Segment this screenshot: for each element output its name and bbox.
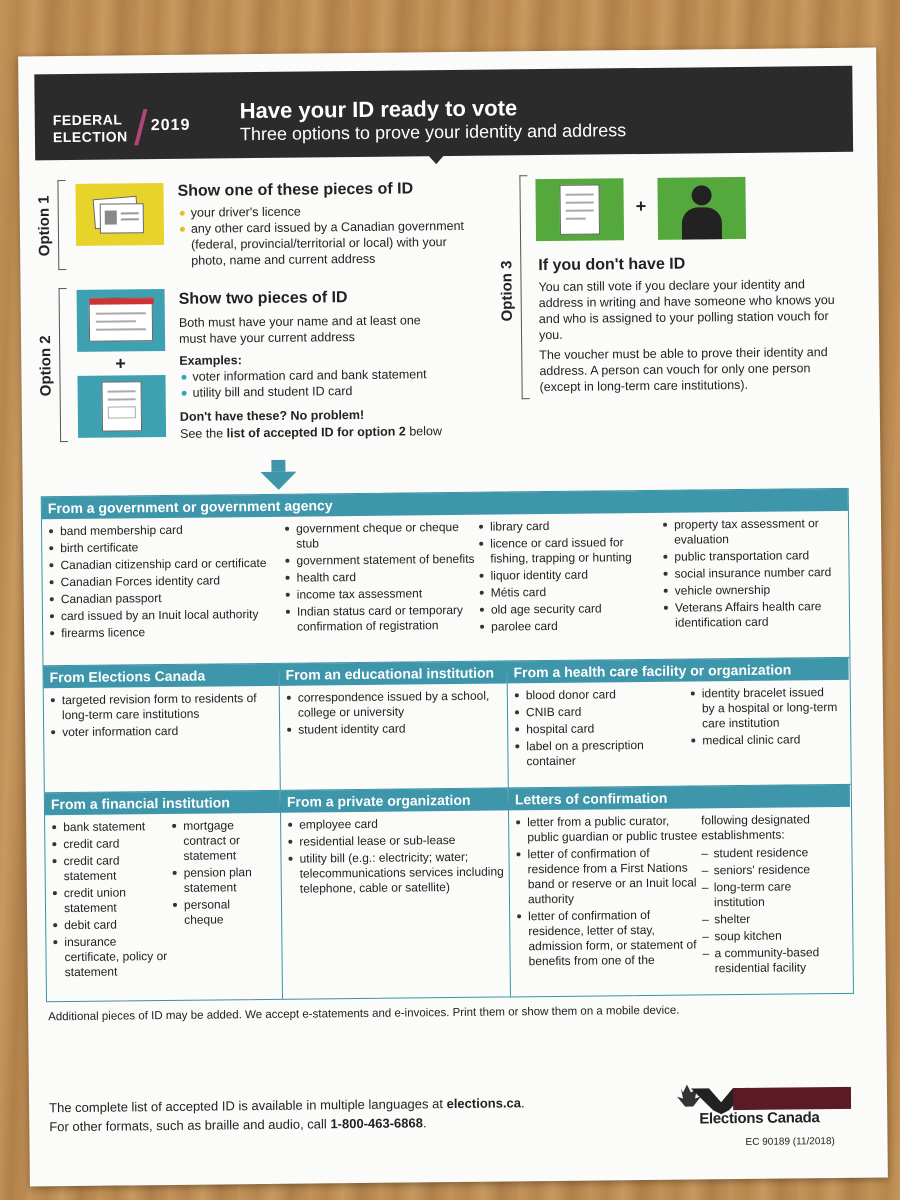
list-item: vehicle ownership — [663, 582, 843, 599]
list-item: social insurance number card — [662, 565, 842, 582]
list-item: health card — [285, 569, 479, 586]
list-item: your driver's licence — [178, 202, 478, 221]
list-item: letter of confirmation of residence from a First Nations band or reserve or an Inuit local authority — [515, 845, 702, 907]
list-item: Canadian Forces identity card — [49, 573, 285, 590]
elections-canada-section — [43, 664, 280, 792]
option1-label: Option 1 — [35, 195, 54, 257]
no-problem-text: Don't have these? No problem! — [179, 407, 365, 424]
list-item: Canadian citizenship card or certificate — [48, 556, 284, 573]
section-heading: From an educational institution — [279, 661, 506, 685]
phone-number[interactable]: 1-800-463-6868 — [330, 1115, 423, 1132]
list-item: employee card — [287, 815, 504, 832]
educational-section — [279, 661, 508, 789]
section-heading: From Elections Canada — [43, 664, 278, 688]
list-item: CNIB card — [514, 704, 690, 721]
list-item: utility bill and student ID card — [180, 382, 470, 401]
section-heading: From a private organization — [281, 788, 508, 812]
examples-label: Examples: — [179, 353, 242, 368]
list-item: label on a prescription container — [514, 738, 690, 770]
list-item: identity bracelet issued by a hospital or long-term care institution — [690, 685, 840, 732]
list-item: utility bill (e.g.: electricity; water; telecommunications services including telephone, cable or satellite) — [287, 849, 504, 896]
list-item: card issued by an Inuit local authority — [49, 607, 285, 624]
list-item: insurance certificate, policy or statement — [52, 934, 172, 980]
list-item: – long-term care institution — [702, 879, 842, 910]
list-item: income tax assessment — [285, 586, 479, 603]
health-care-section — [507, 658, 849, 788]
list-item: bank statement — [51, 819, 171, 835]
option3-paragraph-1: You can still vote if you declare your identity and address in writing and have someone who knows you and who is assigned to your polling station vouch for you. — [538, 277, 835, 343]
list-item: credit card — [51, 836, 171, 852]
list-item: credit card statement — [51, 853, 171, 884]
section-heading: From a health care facility or organization — [507, 658, 848, 684]
header-divider — [134, 109, 147, 145]
header-banner — [34, 66, 853, 161]
additional-id-note: Additional pieces of ID may be added. We accept e-statements and e-invoices. Print them or show them on a mobile device. — [48, 1004, 680, 1024]
list-item: Métis card — [479, 584, 663, 601]
section-heading: From a financial institution — [45, 791, 280, 815]
election-year: 2019 — [150, 116, 191, 135]
list-item: Canadian passport — [49, 590, 285, 607]
plus-sign: + — [635, 195, 647, 217]
list-item: letter from a public curator, public guardian or public trustee — [515, 813, 701, 845]
list-item: licence or card issued for fishing, trapping or hunting — [478, 535, 662, 567]
option3-title: If you don't have ID — [538, 255, 686, 275]
federal-election-label: FEDERAL ELECTION — [52, 111, 128, 146]
page-subtitle: Three options to prove your identity and address — [239, 120, 627, 145]
option2-examples — [179, 366, 469, 401]
letters-section — [509, 785, 852, 997]
list-item: student identity card — [286, 720, 503, 737]
establishments-intro: following designated establishments: — [701, 812, 810, 843]
list-item: parolee card — [479, 618, 663, 635]
list-item: Indian status card or temporary confirmation of registration — [285, 603, 479, 635]
list-item: government statement of benefits — [284, 552, 478, 569]
statement-illustration — [77, 289, 166, 352]
list-item: government cheque or cheque stub — [284, 520, 478, 552]
bill-illustration — [77, 375, 166, 438]
list-item: birth certificate — [48, 539, 284, 556]
private-organization-section — [281, 788, 511, 998]
website-link[interactable]: elections.ca — [446, 1095, 522, 1112]
elections-canada-logo — [661, 1081, 851, 1131]
list-item: band membership card — [48, 522, 284, 539]
option2-intro: Both must have your name and at least one must have your current address — [178, 313, 421, 346]
accepted-id-table — [41, 488, 854, 1002]
option1-bracket — [57, 180, 66, 270]
list-item: – shelter — [702, 911, 842, 927]
list-item: blood donor card — [514, 687, 690, 704]
option1-title: Show one of these pieces of ID — [177, 180, 414, 200]
id-flyer-document — [18, 48, 888, 1187]
list-item: voter information card — [50, 723, 275, 740]
list-item: old age security card — [479, 601, 663, 618]
list-item: targeted revision form to residents of long-term care institutions — [50, 691, 275, 723]
declaration-form-illustration — [535, 178, 624, 241]
option2-title: Show two pieces of ID — [178, 289, 348, 308]
list-item: public transportation card — [662, 548, 842, 565]
option3-paragraph-2: The voucher must be able to prove their identity and address. A person can vouch for only one person (except in long-term care institutions). — [539, 345, 828, 395]
list-item: letter of confirmation of residence, letter of stay, admission form, or statement of benefits from one of the — [516, 907, 703, 969]
financial-section — [45, 791, 283, 1001]
list-item: property tax assessment or evaluation — [662, 516, 842, 548]
list-item: any other card issued by a Canadian government (federal, provincial/territorial or local) with your photo, name and current address — [178, 218, 478, 269]
list-item: hospital card — [514, 721, 690, 738]
list-item: medical clinic card — [690, 732, 840, 749]
list-item: – seniors' residence — [702, 862, 842, 878]
list-item: liquor identity card — [478, 567, 662, 584]
logo-text: Elections Canada — [699, 1109, 820, 1128]
list-item: Veterans Affairs health care identification card — [663, 599, 843, 631]
list-item: pension plan statement — [172, 865, 272, 896]
list-item: debit card — [52, 917, 172, 933]
section-heading: From a government or government agency — [42, 489, 848, 519]
plus-sign: + — [115, 353, 126, 374]
list-item: credit union statement — [52, 885, 172, 916]
government-section — [42, 489, 850, 665]
id-card-illustration — [75, 183, 164, 246]
list-item: voter information card and bank statement — [179, 366, 469, 385]
option2-label: Option 2 — [37, 335, 55, 397]
list-item: mortgage contract or statement — [171, 818, 271, 864]
option1-list — [178, 202, 479, 269]
page-title: Have your ID ready to vote — [239, 95, 518, 124]
down-arrow-icon — [260, 460, 296, 490]
list-item: correspondence issued by a school, college or university — [286, 688, 503, 720]
list-item: – student residence — [701, 845, 841, 861]
option3-label: Option 3 — [498, 260, 516, 322]
list-item: – soup kitchen — [702, 928, 842, 944]
list-item: – a community-based residential facility — [702, 945, 842, 976]
list-item: personal cheque — [172, 897, 272, 928]
option2-bracket — [59, 288, 69, 442]
list-item: firearms licence — [49, 624, 285, 641]
person-icon — [657, 177, 746, 240]
section-heading: Letters of confirmation — [509, 785, 850, 811]
see-list-text: See the list of accepted ID for option 2 below — [179, 424, 443, 441]
header-pointer — [427, 154, 445, 164]
document-code: EC 90189 (11/2018) — [745, 1136, 835, 1148]
footer-text: The complete list of accepted ID is available in multiple languages at elections.ca. For other formats, such as braille and audio, call 1-800-463-6868. — [49, 1095, 525, 1135]
list-item: residential lease or sub-lease — [287, 832, 504, 849]
list-item: library card — [478, 518, 662, 535]
option3-bracket — [519, 175, 529, 399]
